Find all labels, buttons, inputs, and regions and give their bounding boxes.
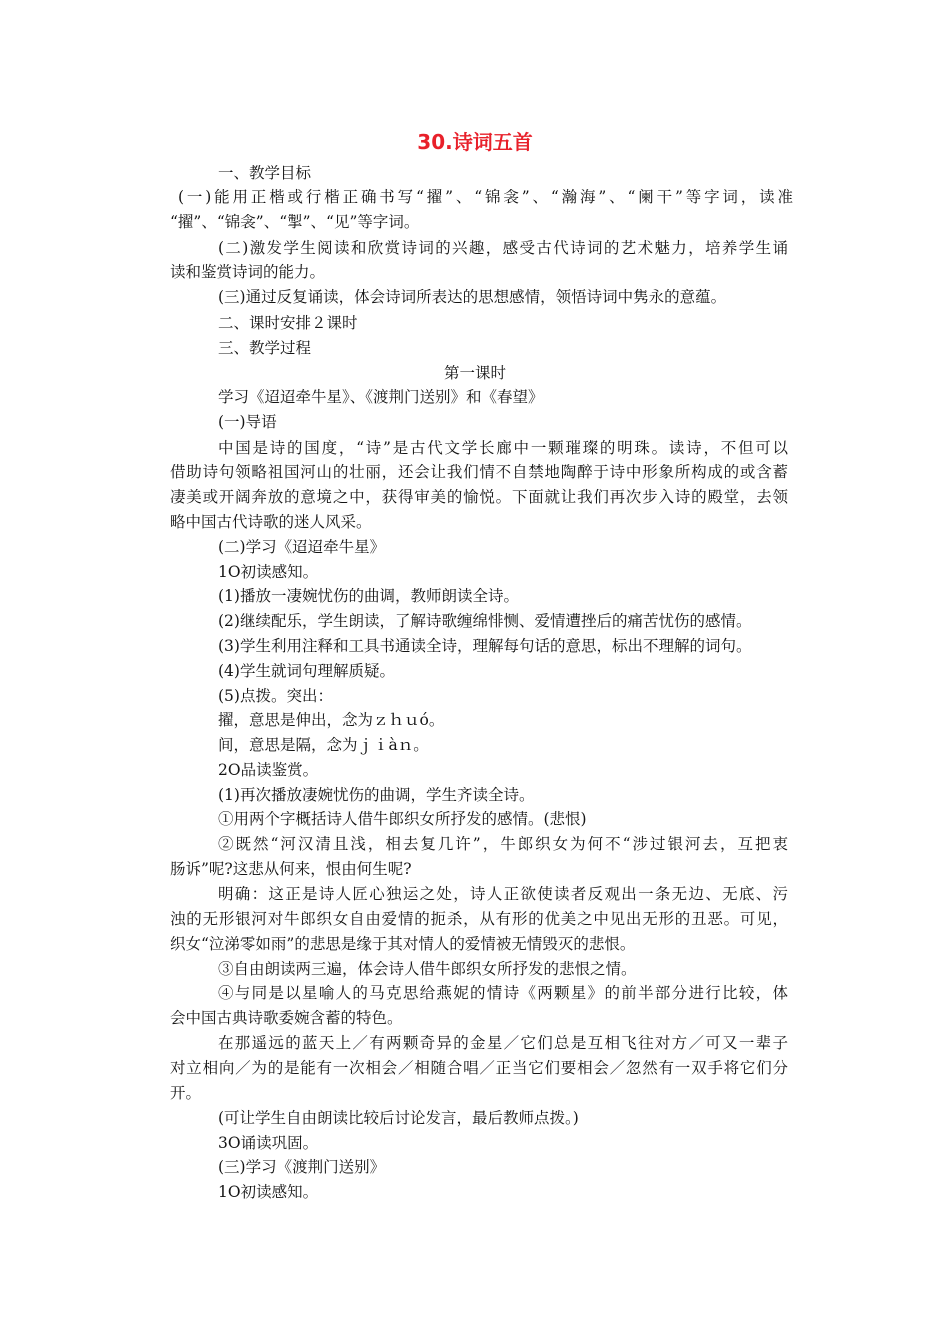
text-line: 1O初读感知。 [218,563,319,581]
text-line: (可让学生自由朗读比较后讨论发言，最后教师点拨。) [218,1109,579,1127]
text-line: (2)继续配乐，学生朗读，了解诗歌缠绵悱恻、爱情遭挫后的痛苦忧伤的感情。 [218,612,752,630]
text-line: 明确：这正是诗人匠心独运之处，诗人正欲使读者反观出一条无边、无底、污 [218,885,788,903]
text-line: 1O初读感知。 [218,1183,319,1201]
text-line: (三)学习《渡荆门送别》 [218,1158,386,1176]
text-line: (一)能用正楷或行楷正确书写“擢”、“锦衾”、“瀚海”、“阑干”等字词，读准 [178,188,793,206]
text-line: (4)学生就词句理解质疑。 [218,662,395,680]
text-line: 一、教学目标 [218,164,312,182]
text-line: ④与同是以星喻人的马克思给燕妮的情诗《两颗星》的前半部分进行比较，体 [218,984,788,1002]
text-line: 对立相向／为的是能有一次相会／相随合唱／正当它们要相会／忽然有一双手将它们分 [170,1059,788,1077]
text-line: 开。 [170,1084,202,1102]
text-line: 浊的无形银河对牛郎织女自由爱情的扼杀，从有形的优美之中见出无形的丑恶。可见， [170,910,788,928]
text-line: (5)点拨。突出： [218,687,333,705]
text-line: (1)再次播放凄婉忧伤的曲调，学生齐读全诗。 [218,786,535,804]
text-line: 间，意思是隔，念为ｊｉàｎ。 [218,736,429,754]
text-line: 三、教学过程 [218,339,312,357]
text-line: ②既然“河汉清且浅，相去复几许”，牛郎织女为何不“涉过银河去，互把衷 [218,835,788,853]
text-line: ③自由朗读两三遍，体会诗人借牛郎织女所抒发的悲恨之情。 [218,960,637,978]
text-line: 在那遥远的蓝天上／有两颗奇异的金星／它们总是互相飞往对方／可又一辈子 [218,1034,788,1052]
text-line: 擢，意思是伸出，念为ｚｈｕó。 [218,711,445,729]
text-line: 借助诗句领略祖国河山的壮丽，还会让我们情不自禁地陶醉于诗中形象所构成的或含蓄 [170,463,788,481]
text-line: 略中国古代诗歌的迷人风采。 [170,513,372,531]
text-line: 织女“泣涕零如雨”的悲思是缘于其对情人的爱情被无情毁灭的悲恨。 [170,935,636,953]
text-line: “擢”、“锦衾”、“掣”、“见”等字词。 [170,213,420,231]
text-line: (二)学习《迢迢牵牛星》 [218,538,386,556]
text-line: 中国是诗的国度，“诗”是古代文学长廊中一颗璀璨的明珠。读诗，不但可以 [218,439,788,457]
text-line: (3)学生利用注释和工具书通读全诗，理解每句话的意思，标出不理解的词句。 [218,637,752,655]
text-line: 3O诵读巩固。 [218,1134,319,1152]
text-line: 凄美或开阔奔放的意境之中，获得审美的愉悦。下面就让我们再次步入诗的殿堂，去领 [170,488,788,506]
text-line: (一)导语 [218,413,277,431]
text-line: ①用两个字概括诗人借牛郎织女所抒发的感情。(悲恨) [218,810,587,828]
text-line: 2O品读鉴赏。 [218,761,319,779]
text-line: 二、课时安排２课时 [218,314,358,332]
text-line: (二)激发学生阅读和欣赏诗词的兴趣，感受古代诗词的艺术魅力，培养学生诵 [218,239,788,257]
text-line: 读和鉴赏诗词的能力。 [170,263,326,281]
text-line: 学习《迢迢牵牛星》、《渡荆门送别》和《春望》 [218,388,544,406]
text-line: (三)通过反复诵读，体会诗词所表达的思想感情，领悟诗词中隽永的意蕴。 [218,288,727,306]
text-line: 肠诉”呢?这悲从何来，恨由何生呢? [170,860,412,878]
text-line: (1)播放一凄婉忧伤的曲调，教师朗读全诗。 [218,587,519,605]
document-title: 30.诗词五首 [417,130,533,154]
text-line: 会中国古典诗歌委婉含蓄的特色。 [170,1009,403,1027]
text-line: 第一课时 [443,364,506,382]
